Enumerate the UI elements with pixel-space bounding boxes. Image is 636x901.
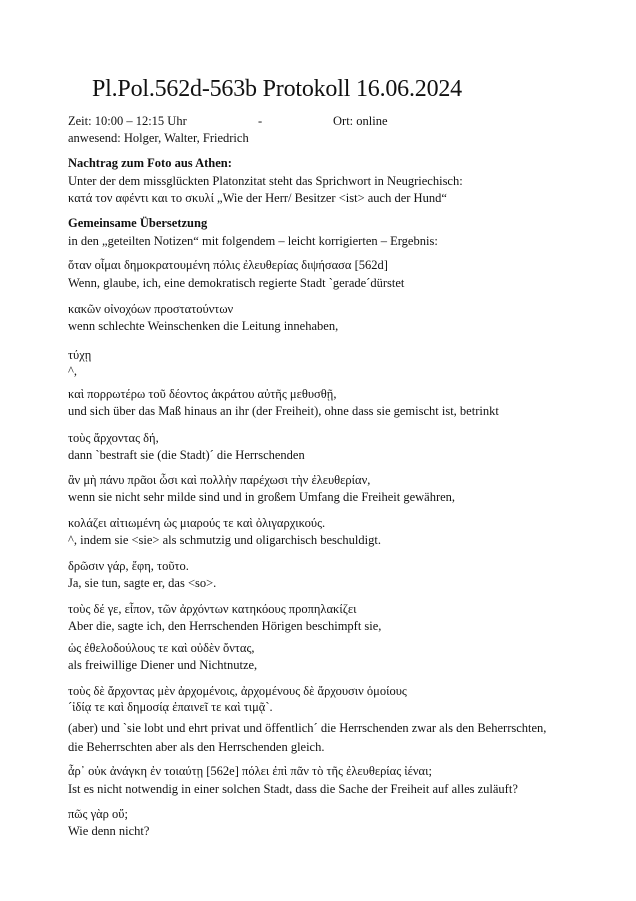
greek-line: κολάζει αἰτιωμένη ὡς μιαρούς τε καὶ ὀλιγαρχικούς. — [68, 516, 326, 530]
translation-line: Ist es nicht notwendig in einer solchen Stadt, dass die Sache der Freiheit auf alles zuläuft? — [68, 782, 518, 796]
meta-time: Zeit: 10:00 – 12:15 Uhr — [68, 114, 187, 128]
meta-present: anwesend: Holger, Walter, Friedrich — [68, 131, 249, 145]
translation-line: und sich über das Maß hinaus an ihr (der Freiheit), ohne dass sie gemischt ist, betrinkt — [68, 404, 499, 418]
translation-line: ^, — [68, 364, 77, 378]
translation-line: Aber die, sagte ich, den Herrschenden Hörigen beschimpft sie, — [68, 619, 382, 633]
translation-line: Wenn, glaube, ich, eine demokratisch regierte Stadt `gerade´dürstet — [68, 276, 405, 290]
greek-line: τοὺς δέ γε, εἶπον, τῶν ἀρχόντων κατηκόους προπηλακίζει — [68, 602, 357, 616]
translation-line: wenn schlechte Weinschenken die Leitung innehaben, — [68, 319, 339, 333]
greek-line: πῶς γὰρ οὔ; — [68, 807, 128, 821]
greek-line: καὶ πορρωτέρω τοῦ δέοντος ἀκράτου αὐτῆς μεθυσθῇ, — [68, 387, 337, 401]
greek-line: ἆρ᾽ οὐκ ἀνάγκη ἐν τοιαύτῃ [562e] πόλει ἐπὶ πᾶν τὸ τῆς ἐλευθερίας ἰέναι; — [68, 764, 432, 778]
uebersetzung-intro: in den „geteilten Notizen“ mit folgendem – leicht korrigierten – Ergebnis: — [68, 234, 438, 248]
meta-separator: - — [258, 114, 263, 128]
nachtrag-text: Unter der dem missglückten Platonzitat steht das Sprichwort in Neugriechisch: — [68, 174, 463, 188]
greek-line: δρῶσιν γάρ, ἔφη, τοῦτο. — [68, 559, 189, 573]
meta-place: Ort: online — [333, 114, 388, 128]
uebersetzung-heading: Gemeinsame Übersetzung — [68, 216, 208, 230]
greek-line: τοὺς ἄρχοντας δή, — [68, 431, 159, 445]
greek-line: ´ἰδίᾳ τε καὶ δημοσίᾳ ἐπαινεῖ τε καὶ τιμᾷ`. — [68, 700, 273, 714]
translation-line: dann `bestraft sie (die Stadt)´ die Herrschenden — [68, 448, 305, 462]
document-title: Pl.Pol.562d-563b Protokoll 16.06.2024 — [92, 76, 462, 102]
translation-line: Ja, sie tun, sagte er, das <so>. — [68, 576, 217, 590]
nachtrag-proverb: κατά τον αφέντι και το σκυλί „Wie der Herr/ Besitzer <ist> auch der Hund“ — [68, 191, 447, 205]
greek-line: ὡς ἐθελοδούλους τε καὶ οὐδὲν ὄντας, — [68, 641, 255, 655]
translation-line: Wie denn nicht? — [68, 824, 150, 838]
greek-line: τύχῃ — [68, 348, 92, 362]
translation-line: die Beherrschten aber als den Herrschenden gleich. — [68, 740, 325, 754]
translation-line: (aber) und `sie lobt und ehrt privat und öffentlich´ die Herrschenden zwar als den Beherrschten, — [68, 721, 547, 735]
translation-line: als freiwillige Diener und Nichtnutze, — [68, 658, 258, 672]
greek-line: κακῶν οἰνοχόων προστατούντων — [68, 302, 234, 316]
translation-line: ^, indem sie <sie> als schmutzig und oligarchisch beschuldigt. — [68, 533, 381, 547]
greek-line: ἂν μὴ πάνυ πρᾶοι ὦσι καὶ πολλὴν παρέχωσι τὴν ἐλευθερίαν, — [68, 473, 371, 487]
greek-line: τοὺς δὲ ἄρχοντας μὲν ἀρχομένοις, ἀρχομένους δὲ ἄρχουσιν ὁμοίους — [68, 684, 407, 698]
nachtrag-heading: Nachtrag zum Foto aus Athen: — [68, 156, 232, 170]
greek-line: ὅταν οἶμαι δημοκρατουμένη πόλις ἐλευθερίας διψήσασα [562d] — [68, 258, 388, 272]
translation-line: wenn sie nicht sehr milde sind und in großem Umfang die Freiheit gewähren, — [68, 490, 456, 504]
